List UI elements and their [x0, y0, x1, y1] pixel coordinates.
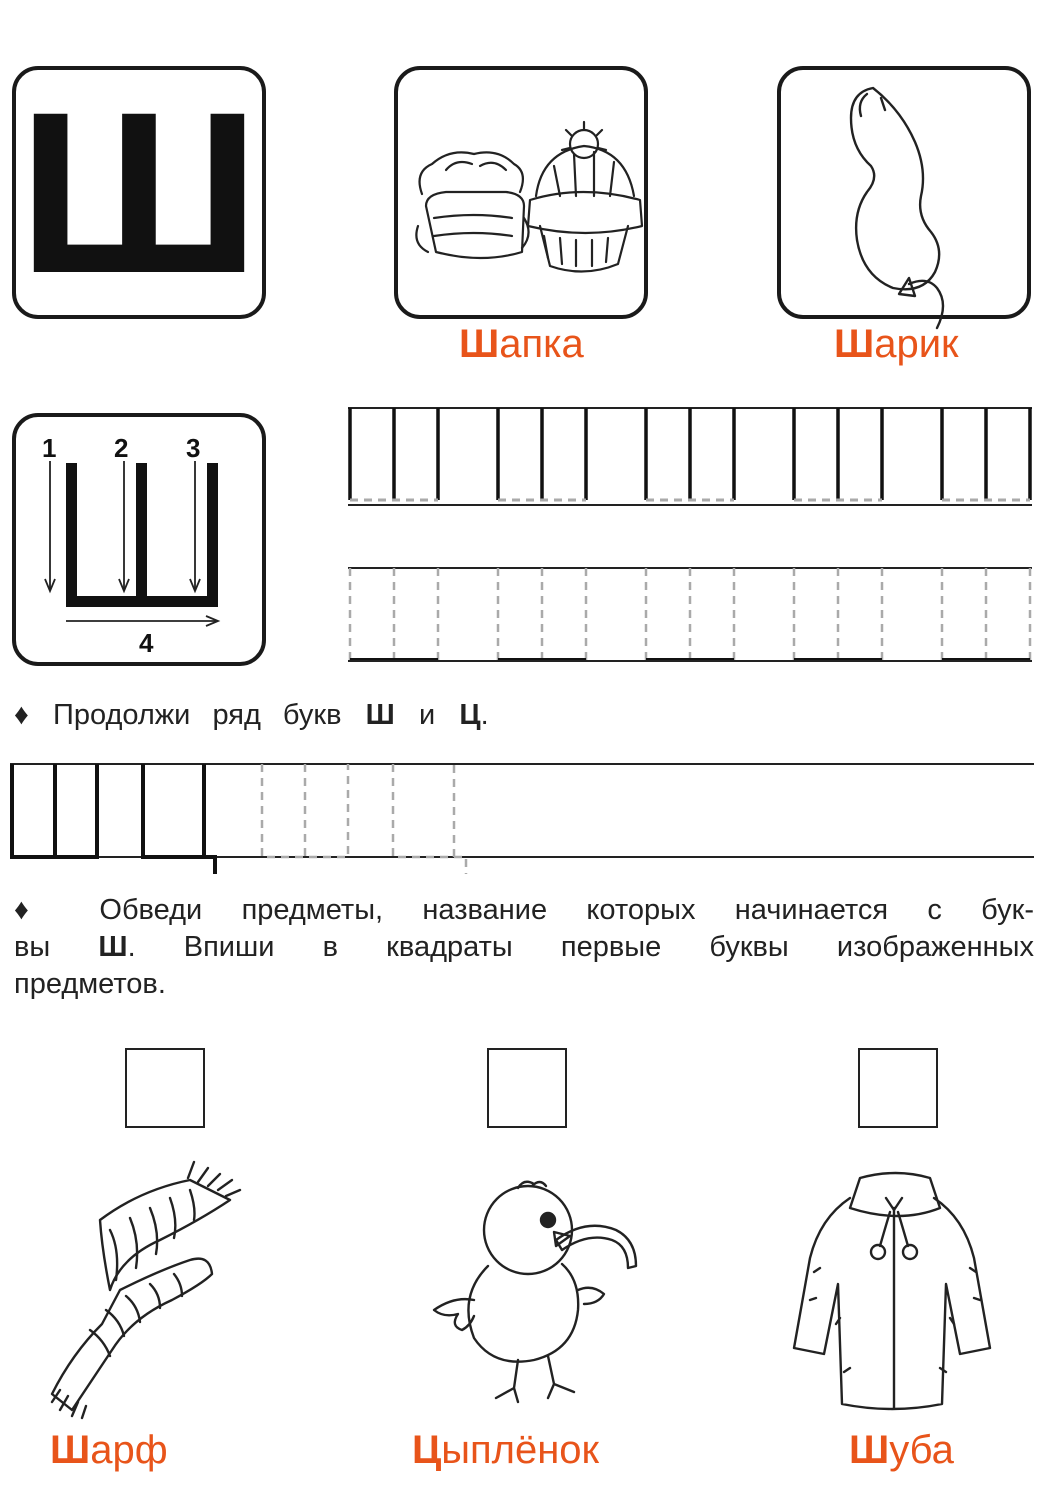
task2-instruction: ♦ Обведи предметы, название которых начинается с бук- вы Ш. Впиши в квадраты первые буквы изображенных предметов.: [14, 894, 1034, 1000]
stroke-number-1: 1: [42, 433, 57, 463]
balloon-icon: [777, 66, 1031, 319]
word-shapka: Шапка: [459, 322, 584, 366]
stroke-number-3: 3: [186, 433, 201, 463]
fur-coat-icon: [790, 1168, 1000, 1418]
bullet-diamond-icon: ♦: [14, 699, 29, 731]
word-sharik: Шарик: [834, 322, 959, 366]
hat-icon: [394, 66, 648, 319]
practice-row-solid: [340, 400, 1040, 510]
stroke-order-card: [12, 413, 266, 666]
answer-box-chick[interactable]: [487, 1048, 567, 1128]
scarf-icon: [50, 1160, 250, 1420]
picture-card-hat: [394, 66, 648, 319]
answer-box-coat[interactable]: [858, 1048, 938, 1128]
letter-sha-stroke-order-icon: [12, 413, 266, 666]
practice-row-traced: [340, 560, 1040, 670]
stroke-number-2: 2: [114, 433, 129, 463]
word-tsyplenok: Цыплёнок: [412, 1428, 600, 1472]
big-letter: Ш: [17, 63, 261, 321]
word-sharf: Шарф: [50, 1428, 168, 1472]
word-shuba: Шуба: [849, 1428, 954, 1472]
practice-row-sha-tse: [0, 756, 1040, 876]
picture-card-balloon: [777, 66, 1031, 319]
answer-box-scarf[interactable]: [125, 1048, 205, 1128]
chick-icon: [428, 1180, 658, 1410]
stroke-number-4: 4: [139, 628, 154, 658]
bullet-diamond-icon: ♦: [14, 894, 61, 926]
task1-instruction: ♦ Продолжи ряд букв Ш и Ц.: [14, 699, 489, 731]
big-letter-card: [12, 63, 266, 321]
